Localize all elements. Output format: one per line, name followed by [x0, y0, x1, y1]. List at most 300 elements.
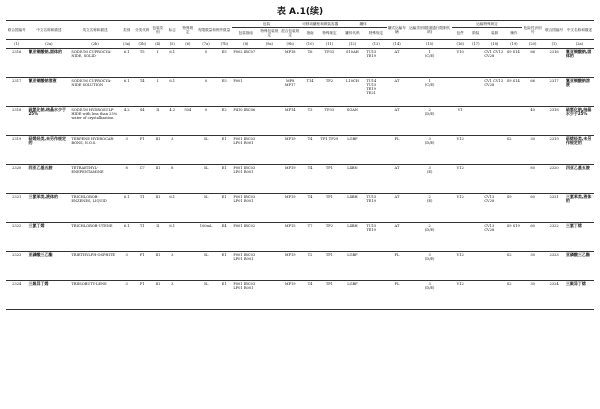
hazard-id-cell: 30 [522, 251, 543, 280]
special-packing-cell [259, 77, 279, 106]
special-provision-cell [180, 164, 196, 193]
tunnel-code-value: (C/E) [424, 83, 435, 88]
mixed-packing-cell: MP14 [280, 106, 301, 135]
col-number: (10) [301, 39, 319, 48]
en-name-cell: TRIISOBUTY-LENE [70, 280, 119, 309]
un-number-repeat-cell: 2317 [543, 77, 564, 106]
excepted-qty-cell: E2 [216, 106, 232, 135]
tank-special-cell: TP1 [319, 280, 339, 309]
hazard-id-cell: 30 [522, 280, 543, 309]
vehicle-cell: AT [387, 106, 407, 135]
ts-package-cell: V10 [452, 48, 468, 77]
packing-group-cell: II [151, 106, 165, 135]
un-number-repeat-cell: 2324 [543, 280, 564, 309]
un-number-cell: 2317 [6, 77, 27, 106]
col-number: (19) [506, 39, 522, 48]
label-cell: 3 [165, 135, 180, 164]
tank-special-cell: TP1 TP29 [319, 135, 339, 164]
header-transport-special: 运输特殊规定 [452, 21, 522, 28]
excepted-qty-cell: E1 [216, 135, 232, 164]
packing-instruction-cell: P001 IBC03 LP01 R001 [232, 280, 259, 309]
tank-special-2-cell: TU15 TE19 [365, 193, 386, 222]
special-packing-cell [259, 193, 279, 222]
packing-group-cell: II [151, 222, 165, 251]
transport-category-value: 3 [428, 281, 431, 286]
tank-instruction-cell: T7 [301, 222, 319, 251]
en-name-cell: SODIUM HYDROSULP-HIDE with less than 25% water of crystallization [70, 106, 119, 135]
class-code-cell: T5 [134, 48, 151, 77]
cn-name-repeat-cell: 硫氢化钠,结晶水少于25% [565, 106, 594, 135]
transport-category-cell [407, 135, 452, 164]
tank-code-cell: L4BH [340, 193, 366, 222]
class-cell: 3 [120, 251, 134, 280]
tank-special-cell: TP33 [319, 48, 339, 77]
header-ts-operation: 操作 [506, 28, 522, 39]
col-number: (6) [180, 39, 196, 48]
hazard-id-cell: 66 [522, 48, 543, 77]
cn-name-repeat-cell: 萜烯烃类,未另作规定的 [565, 135, 594, 164]
excepted-qty-cell: E1 [216, 280, 232, 309]
ts-bulk-cell [468, 222, 483, 251]
transport-category-cell [407, 164, 452, 193]
ts-bulk-cell [468, 77, 483, 106]
tank-code-cell: L10CH [340, 77, 366, 106]
special-packing-cell [259, 164, 279, 193]
un-number-repeat-cell: 2316 [543, 48, 564, 77]
tank-special-cell: TP2 [319, 77, 339, 106]
ts-package-cell [452, 77, 468, 106]
col-number: (15) [407, 39, 452, 48]
mixed-packing-cell: MP18 [280, 48, 301, 77]
special-provision-cell [180, 280, 196, 309]
label-cell: 6.1 [165, 222, 180, 251]
cn-name-cell: 硫氢化钠,结晶水少于25% [27, 106, 70, 135]
transport-category-value: 2 [428, 194, 431, 199]
tunnel-code-value: (D/E) [424, 112, 435, 117]
header-tank-code: 罐体代码 [340, 28, 366, 39]
special-packing-cell [259, 222, 279, 251]
un-number-cell: 2322 [6, 222, 27, 251]
limited-qty-cell: 5L [196, 251, 216, 280]
ts-loading-cell: CV1 CV13 CV28 [483, 48, 506, 77]
mixed-packing-cell: MP19 [280, 135, 301, 164]
transport-category-value: 3 [428, 252, 431, 257]
mixed-packing-cell: MP19 [280, 251, 301, 280]
tank-instruction-cell: T4 [301, 280, 319, 309]
special-provision-cell: 504 [180, 106, 196, 135]
table-row [6, 77, 594, 106]
header-class: 类别 [120, 21, 134, 40]
class-cell: 8 [120, 164, 134, 193]
en-name-cell: SODIUM CUPROCYA-NIDE SOLUTION [70, 77, 119, 106]
packing-group-cell: III [151, 164, 165, 193]
hazard-id-cell: 60 [522, 193, 543, 222]
special-provision-cell [180, 193, 196, 222]
mixed-packing-cell: MP15 [280, 222, 301, 251]
vehicle-cell: FL [387, 251, 407, 280]
en-name-cell: TRICHLOROB-ENZENES, LIQUID [70, 193, 119, 222]
cn-name-cell: 氰亚铜酸钠,固体的 [27, 48, 70, 77]
packing-group-cell: III [151, 193, 165, 222]
header-class-code: 分类代码 [134, 21, 151, 40]
transport-category-value: 3 [428, 165, 431, 170]
tank-code-cell: LGBF [340, 251, 366, 280]
ts-loading-cell [483, 280, 506, 309]
header-ts-loading: 装卸 [483, 28, 506, 39]
packing-instruction-cell: P002 IBC07 [232, 48, 259, 77]
class-code-cell: C7 [134, 164, 151, 193]
ts-bulk-cell [468, 106, 483, 135]
header-limited-quantities: 有限数量和例外数量 [196, 21, 232, 40]
class-cell: 6.1 [120, 222, 134, 251]
label-cell: 3 [165, 251, 180, 280]
table-row [6, 135, 594, 164]
un-number-repeat-cell: 2320 [543, 164, 564, 193]
excepted-qty-cell: E4 [216, 222, 232, 251]
transport-category-cell [407, 48, 452, 77]
transport-category-cell [407, 280, 452, 309]
packing-group-cell: I [151, 48, 165, 77]
col-number: (18) [483, 39, 506, 48]
ts-operation-cell: S9 S14 [506, 48, 522, 77]
un-number-repeat-cell: 2321 [543, 193, 564, 222]
cn-name-repeat-cell: 四亚乙基五胺 [565, 164, 594, 193]
ts-loading-cell [483, 106, 506, 135]
tank-instruction-cell: T14 [301, 77, 319, 106]
ts-operation-cell: S2 [506, 280, 522, 309]
limited-qty-cell: 0 [196, 106, 216, 135]
ts-loading-cell [483, 135, 506, 164]
tank-special-2-cell: TU15 TE19 [365, 222, 386, 251]
col-number: (11) [319, 39, 339, 48]
excepted-qty-cell: E1 [216, 251, 232, 280]
tank-special-2-cell [365, 106, 386, 135]
ts-package-cell: V12 [452, 280, 468, 309]
ts-package-cell: V12 [452, 251, 468, 280]
packing-instruction-cell: P001 IBC02 [232, 222, 259, 251]
un-number-cell: 2318 [6, 106, 27, 135]
class-code-cell: F1 [134, 251, 151, 280]
header-hazard-id: 危险性识别号 [522, 21, 543, 40]
tank-special-2-cell: TU15 TE19 [365, 48, 386, 77]
col-number: (3b) [134, 39, 151, 48]
tank-instruction-cell: T4 [301, 193, 319, 222]
col-number: (13) [365, 39, 386, 48]
col-number: (2a) [27, 39, 70, 48]
tank-special-cell: TP1 [319, 251, 339, 280]
cn-name-cell: 氰亚铜酸钠溶液 [27, 77, 70, 106]
label-cell: 3 [165, 280, 180, 309]
special-provision-cell [180, 251, 196, 280]
cn-name-cell: 亚磷酸三乙酯 [27, 251, 70, 280]
ts-operation-cell: S9 [506, 193, 522, 222]
cn-name-repeat-cell: 三氯丁烯 [565, 222, 594, 251]
special-provision-cell [180, 135, 196, 164]
header-ts-bulk: 散装 [468, 28, 483, 39]
special-provision-cell [180, 222, 196, 251]
table-row [6, 280, 594, 309]
tank-instruction-cell: T4 [301, 164, 319, 193]
tunnel-code-value: (E) [426, 199, 433, 204]
header-packing-group: 包装类别 [151, 21, 165, 40]
ts-operation-cell: S9 S14 [506, 77, 522, 106]
tank-instruction-cell: T2 [301, 251, 319, 280]
col-number: (1) [543, 39, 564, 48]
special-provision-cell [180, 77, 196, 106]
ts-operation-cell: S2 [506, 135, 522, 164]
vehicle-cell: FL [387, 280, 407, 309]
col-number: (3a) [120, 39, 134, 48]
label-cell: 6.1 [165, 77, 180, 106]
header-packaging: 包装 [232, 21, 301, 28]
table-body [6, 39, 594, 309]
packing-instruction-cell: P001 IBC03 LP01 R001 [232, 135, 259, 164]
un-number-cell: 2319 [6, 135, 27, 164]
tunnel-code-value: (E) [426, 170, 433, 175]
header-transport-category: 运输类别(隧道通行限制代码) [407, 21, 452, 40]
header-row-1 [6, 21, 594, 28]
col-number: (9a) [259, 39, 279, 48]
packing-group-cell: III [151, 280, 165, 309]
ts-package-cell: V1 [452, 106, 468, 135]
class-code-cell: F1 [134, 135, 151, 164]
cn-name-repeat-cell: 亚磷酸三乙酯 [565, 251, 594, 280]
class-cell: 6.1 [120, 77, 134, 106]
header-tank-vehicle: 罐式运输车辆 [387, 21, 407, 40]
un-number-repeat-cell: 2318 [543, 106, 564, 135]
ts-bulk-cell [468, 251, 483, 280]
cn-name-repeat-cell: 三聚异丁烯 [565, 280, 594, 309]
limited-qty-cell: 0 [196, 48, 216, 77]
tank-special-2-cell [365, 135, 386, 164]
tank-instruction-cell: T4 [301, 135, 319, 164]
ts-bulk-cell [468, 48, 483, 77]
col-number: (16) [452, 39, 468, 48]
ts-bulk-cell [468, 280, 483, 309]
hazard-id-cell: 30 [522, 135, 543, 164]
un-number-cell: 2321 [6, 193, 27, 222]
cn-name-cell: 萜烯烃类,未另作规定的 [27, 135, 70, 164]
class-cell: 3 [120, 280, 134, 309]
ts-loading-cell [483, 164, 506, 193]
table-title: 表 A.1(续) [276, 7, 324, 17]
ts-package-cell [452, 222, 468, 251]
table-row [6, 193, 594, 222]
tank-special-2-cell [365, 251, 386, 280]
tank-code-cell: L4BH [340, 222, 366, 251]
special-packing-cell [259, 106, 279, 135]
special-packing-cell [259, 280, 279, 309]
dangerous-goods-table [6, 20, 594, 310]
transport-category-cell [407, 222, 452, 251]
tank-code-cell: S10AH [340, 48, 366, 77]
header-un-no: 联合国编号 [6, 21, 27, 40]
cn-name-cell: 三氯苯类,液体的 [27, 193, 70, 222]
column-number-row [6, 39, 594, 48]
transport-category-value: 1 [428, 78, 431, 83]
tank-code-cell: LGBF [340, 135, 366, 164]
transport-category-value: 1 [428, 49, 431, 54]
ts-loading-cell [483, 251, 506, 280]
label-cell: 4.2 [165, 106, 180, 135]
tank-special-cell: TP1 [319, 193, 339, 222]
hazard-id-cell: 40 [522, 106, 543, 135]
un-number-repeat-cell: 2319 [543, 135, 564, 164]
ts-bulk-cell [468, 164, 483, 193]
en-name-cell: TRIETHYLPH-OSPHITE [70, 251, 119, 280]
transport-category-value: 2 [428, 107, 431, 112]
col-number: (8) [232, 39, 259, 48]
limited-qty-cell: 5L [196, 280, 216, 309]
ts-package-cell: V12 [452, 193, 468, 222]
header-packing-instructions: 包装指南 [232, 28, 259, 39]
cn-name-repeat-cell: 三氯苯类,液体的 [565, 193, 594, 222]
packing-instruction-cell: P001 IBC03 LP01 R001 [232, 251, 259, 280]
vehicle-cell: AT [387, 77, 407, 106]
col-number: (17) [468, 39, 483, 48]
un-number-cell: 2323 [6, 251, 27, 280]
packing-instruction-cell: P001 [232, 77, 259, 106]
hazard-id-cell: 80 [522, 164, 543, 193]
ts-operation-cell [506, 106, 522, 135]
ts-package-cell: V12 [452, 164, 468, 193]
tank-code-cell: L4BN [340, 164, 366, 193]
table-row [6, 251, 594, 280]
tank-special-cell: TP33 [319, 106, 339, 135]
transport-category-cell [407, 77, 452, 106]
col-number: (20) [522, 39, 543, 48]
tank-special-2-cell [365, 164, 386, 193]
header-tank-special-2: 特殊规定 [365, 28, 386, 39]
class-cell: 3 [120, 135, 134, 164]
label-cell: 8 [165, 164, 180, 193]
tunnel-code-value: (D/E) [424, 257, 435, 262]
limited-qty-cell: 5L [196, 193, 216, 222]
limited-qty-cell: 0 [196, 77, 216, 106]
en-name-cell: TRICHLOROB-UTENE [70, 222, 119, 251]
tank-special-2-cell [365, 280, 386, 309]
packing-instruction-cell: P001 IBC03 LP01 R001 [232, 193, 259, 222]
class-cell: 6.1 [120, 48, 134, 77]
label-cell: 6.1 [165, 193, 180, 222]
transport-category-cell [407, 193, 452, 222]
col-number: (5) [165, 39, 180, 48]
special-packing-cell [259, 135, 279, 164]
special-packing-cell [259, 251, 279, 280]
un-number-cell: 2324 [6, 280, 27, 309]
col-number: (4) [151, 39, 165, 48]
tank-code-cell: SGAN [340, 106, 366, 135]
header-un-no-repeat: 联合国编号 [543, 21, 564, 40]
table-row [6, 222, 594, 251]
limited-qty-cell: 100mL [196, 222, 216, 251]
label-cell: 6.1 [165, 48, 180, 77]
header-special-packing: 特殊包装规定 [260, 29, 279, 38]
header-labels: 标志 [165, 21, 180, 40]
tank-instruction-cell: T3 [301, 106, 319, 135]
hazard-id-cell: 66 [522, 77, 543, 106]
excepted-qty-cell: E1 [216, 193, 232, 222]
packing-group-cell: I [151, 77, 165, 106]
class-code-cell: S4 [134, 106, 151, 135]
table-row [6, 164, 594, 193]
col-number: (9b) [280, 39, 301, 48]
col-number: (1) [6, 39, 27, 48]
ts-operation-cell [506, 164, 522, 193]
class-code-cell: T1 [134, 222, 151, 251]
table-row [6, 48, 594, 77]
packing-instruction-cell: P410 IBC06 [232, 106, 259, 135]
mixed-packing-cell: MP19 [280, 193, 301, 222]
special-provision-cell [180, 48, 196, 77]
ts-bulk-cell [468, 135, 483, 164]
cn-name-repeat-cell: 氰亚铜酸钠溶液 [565, 77, 594, 106]
limited-qty-cell: 5L [196, 135, 216, 164]
tunnel-code-value: (D/E) [424, 286, 435, 291]
vehicle-cell: AT [387, 193, 407, 222]
ts-loading-cell: CV13 CV28 [483, 193, 506, 222]
ts-operation-cell: S9 S19 [506, 222, 522, 251]
header-ts-package: 包件 [452, 28, 468, 39]
packing-instruction-cell: P001 IBC03 LP01 R001 [232, 164, 259, 193]
transport-category-value: 3 [428, 136, 431, 141]
class-cell: 6.1 [120, 193, 134, 222]
header-tanks: 罐体 [340, 21, 387, 28]
header-tank-special: 特殊规定 [319, 28, 339, 39]
tank-special-cell: TP1 [319, 164, 339, 193]
col-number: (14) [387, 39, 407, 48]
ts-package-cell: V12 [452, 135, 468, 164]
hazard-id-cell: 60 [522, 222, 543, 251]
col-number: (2a) [565, 39, 594, 48]
tank-special-cell: TP2 [319, 222, 339, 251]
cn-name-repeat-cell: 氰亚铜酸钠,固体的 [565, 48, 594, 77]
un-number-repeat-cell: 2323 [543, 251, 564, 280]
col-number: (7b) [216, 39, 232, 48]
en-name-cell: TETRAETHYL-ENEPENTAMINE [70, 164, 119, 193]
header-mixed-packing: 混合包装规定 [281, 29, 300, 38]
ts-loading-cell: CV13 CV28 [483, 222, 506, 251]
tunnel-code-value: (D/E) [424, 141, 435, 146]
transport-category-cell [407, 251, 452, 280]
class-cell: 4.2 [120, 106, 134, 135]
mixed-packing-cell: MP19 [280, 280, 301, 309]
tunnel-code-value: (D/E) [424, 228, 435, 233]
en-name-cell: SODIUM CUPROCYA-NIDE, SOLID [70, 48, 119, 77]
un-number-repeat-cell: 2322 [543, 222, 564, 251]
special-packing-cell [259, 48, 279, 77]
cn-name-cell: 三氯丁烯 [27, 222, 70, 251]
header-special-provisions: 特殊规定 [180, 21, 196, 40]
vehicle-cell: AT [387, 222, 407, 251]
mixed-packing-cell: MP19 [280, 164, 301, 193]
excepted-qty-cell: E5 [216, 77, 232, 106]
transport-category-cell [407, 106, 452, 135]
class-code-cell: T4 [134, 77, 151, 106]
tank-special-2-cell: TU14 TU15 TE19 TE21 [365, 77, 386, 106]
ts-bulk-cell [468, 193, 483, 222]
class-code-cell: T1 [134, 193, 151, 222]
packing-group-cell: III [151, 135, 165, 164]
excepted-qty-cell: E5 [216, 48, 232, 77]
class-code-cell: F1 [134, 280, 151, 309]
header-tank-instructions: 指南 [301, 28, 319, 39]
ts-loading-cell: CV1 CV13 CV28 [483, 77, 506, 106]
packing-group-cell: III [151, 251, 165, 280]
header-cn-name-repeat: 中文名称和描述 [565, 21, 594, 40]
header-portable-tanks: 可移动罐柜和散装容器 [302, 22, 339, 26]
un-number-cell: 2320 [6, 164, 27, 193]
